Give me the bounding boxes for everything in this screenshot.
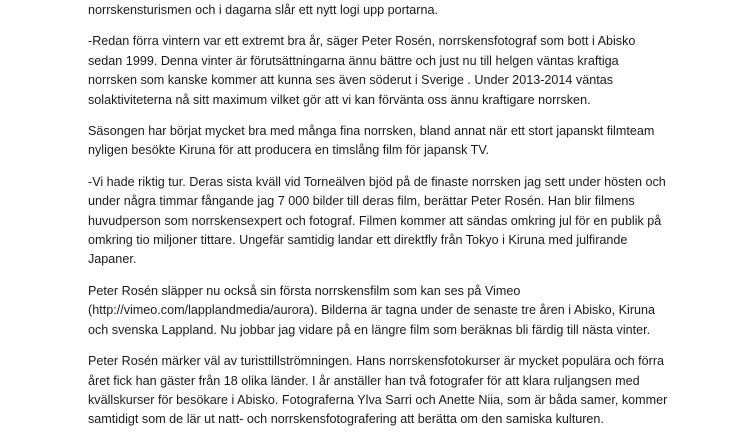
text-line: Peter Rosén släpper nu också sin första norrskensfilm som kan ses på Vimeo bbox=[88, 283, 521, 298]
paragraph-3 bbox=[88, 122, 728, 161]
text-line: året fick han gäster från 18 olika länder. I år anställer han två fotografer för att klara ruljangsen med bbox=[88, 373, 640, 388]
text-line: Peter Rosén märker väl av turisttillströmningen. Hans norrskensfotokurser är mycket populära och förra bbox=[88, 354, 665, 369]
text-line: kvällskurser för besökare i Abisko. Fotograferna Ylva Sarri och Anette Niia, som är båda samer, kommer bbox=[88, 392, 668, 407]
text-line: norrsken som kanske kommer att kunna ses även söderut i Sverige . Under 2013-2014 väntas bbox=[88, 73, 614, 88]
text-line: Japaner. bbox=[88, 252, 137, 267]
paragraph-4 bbox=[88, 173, 728, 270]
document-body bbox=[88, 0, 728, 442]
paragraph-5 bbox=[88, 282, 728, 340]
text-line: norrskensturismen och i dagarna slår ett nytt logi upp portarna. bbox=[88, 3, 439, 17]
text-line: Säsongen har börjat mycket bra med många fina norrsken, bland annat när ett stort japanskt filmteam bbox=[88, 124, 655, 139]
text-line: sedan 1999. Denna vinter är förutsättningarna ännu bättre och just nu till helgen väntas kraftiga bbox=[88, 53, 619, 68]
text-line: huvudperson som norrskensexpert och fotograf. Filmen kommer att sändas omkring jul för en publik på bbox=[88, 213, 662, 228]
text-line: nyligen besökte Kiruna för att producera en timslång film för japansk TV. bbox=[88, 143, 490, 158]
text-line: (http://vimeo.com/lapplandmedia/aurora). Bilderna är tagna under de senaste tre åren i Abisko, Kiruna bbox=[88, 303, 656, 318]
paragraph-1 bbox=[88, 1, 728, 20]
text-line: -Redan förra vintern var ett extremt bra år, säger Peter Rosén, norrskensfotograf som bott i Abisko bbox=[88, 34, 636, 49]
paragraph-6 bbox=[88, 352, 728, 430]
paragraph-2 bbox=[88, 32, 728, 110]
text-line: -Vi hade riktig tur. Deras sista kväll vid Torneälven bjöd på de finaste norrsken jag sett under hösten och bbox=[88, 174, 666, 189]
text-line: omkring tio miljoner tittare. Ungefär samtidig landar ett direktfly från Tokyo i Kiruna med julfirande bbox=[88, 233, 628, 248]
text-line: under några timmar fångande jag 7 000 bilder till deras film, berättar Peter Rosén. Han blir filmens bbox=[88, 194, 635, 209]
text-line: och svenska Lappland. Nu jobbar jag vidare på en längre film som beräknas bli färdig till nästa vinter. bbox=[88, 322, 651, 337]
text-line: samtidigt som de lär ut natt- och norrskensfotografering att berätta om den samiska kulturen. bbox=[88, 412, 604, 427]
text-line: solaktiviteterna nå sitt maximum vilket gör att vi kan förvänta oss ännu kraftigare norrsken. bbox=[88, 92, 591, 107]
